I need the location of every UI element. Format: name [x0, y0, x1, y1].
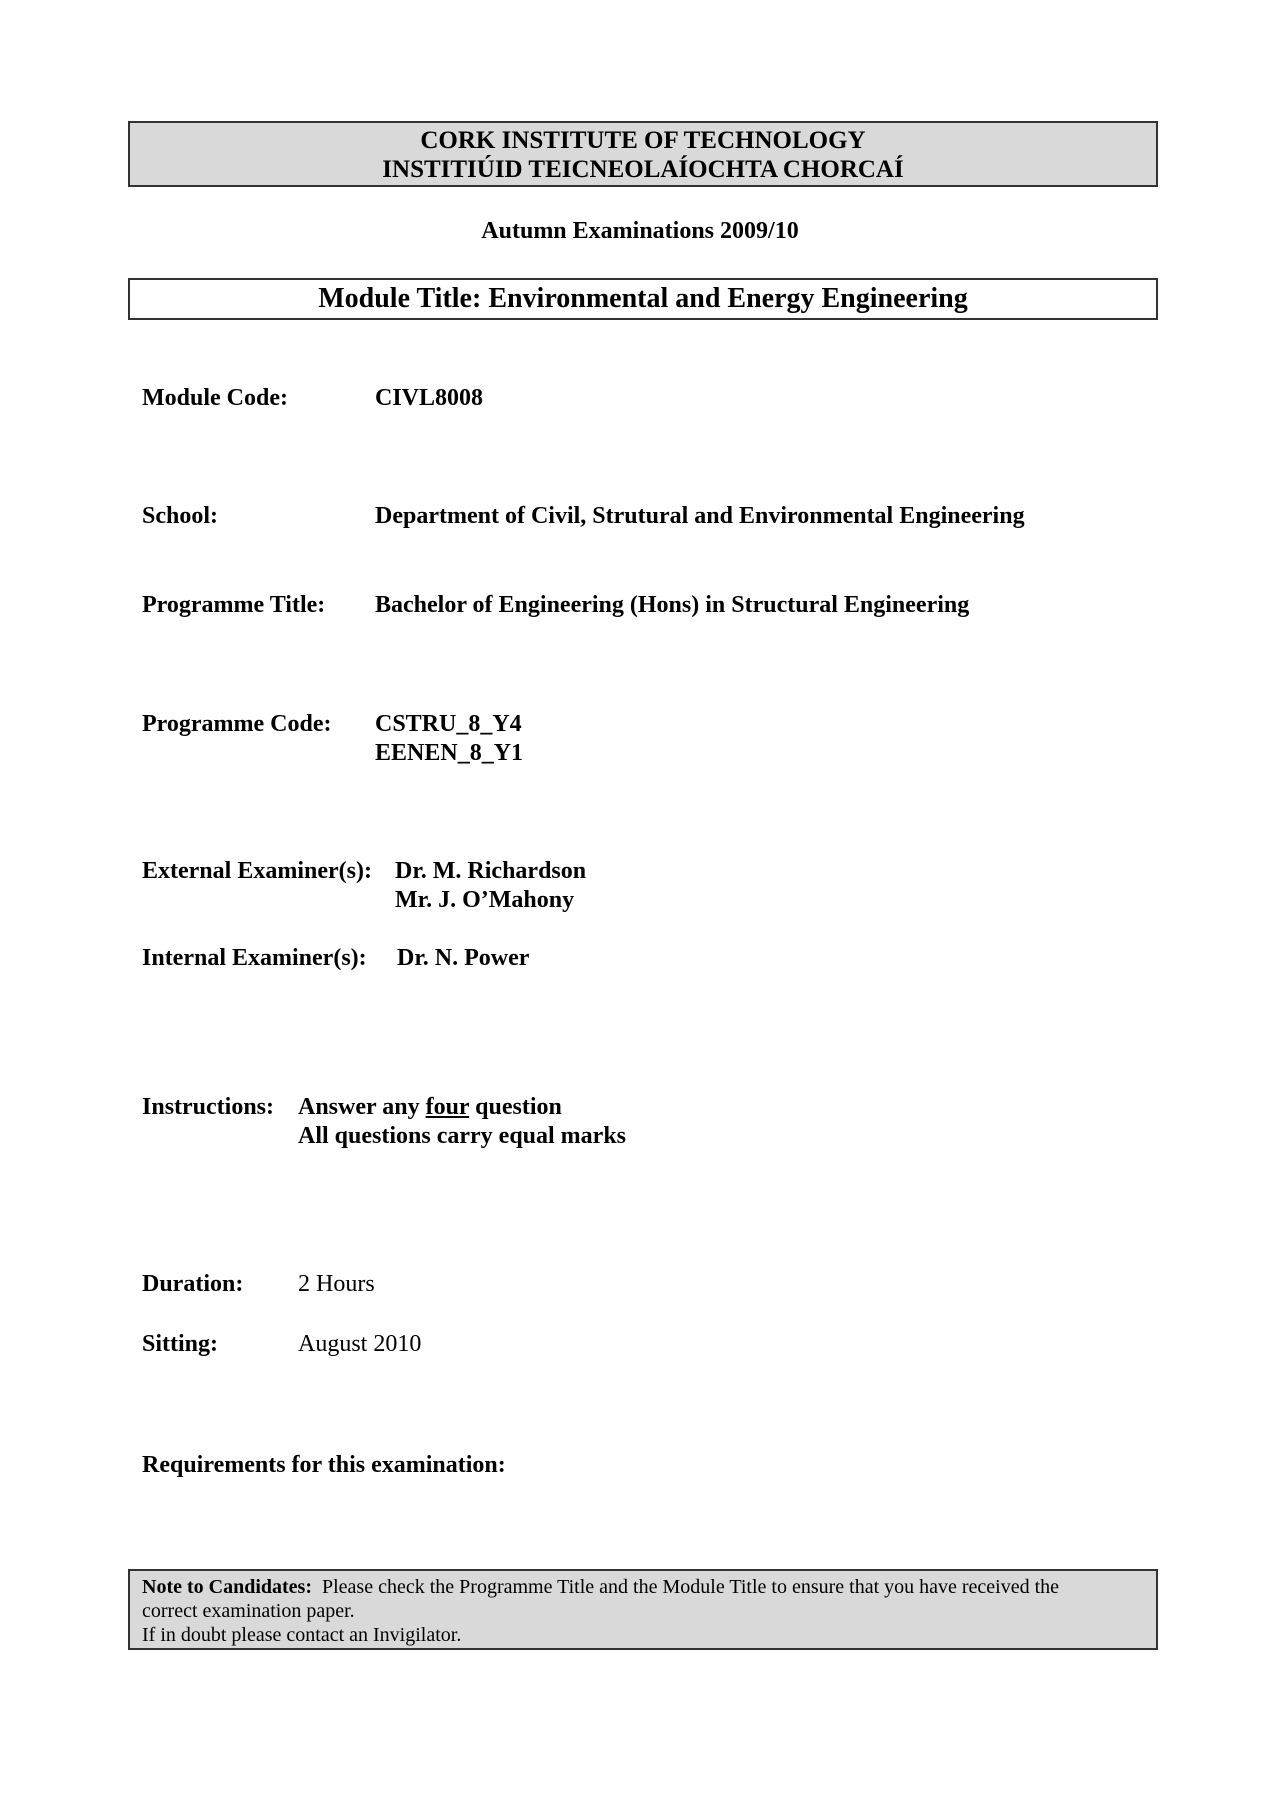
instructions-row	[142, 1093, 627, 1149]
programme-code-row	[142, 710, 524, 766]
internal-examiners-label: Internal Examiner(s):	[142, 945, 367, 971]
programme-title-row	[142, 591, 970, 620]
school-row	[142, 502, 1025, 531]
instructions-line-1-prefix: Answer any	[298, 1094, 426, 1120]
note-to-candidates	[128, 1569, 1158, 1650]
note-text-2: correct examination paper.	[142, 1600, 355, 1622]
sitting-label: Sitting:	[142, 1331, 219, 1357]
module-title: Module Title: Environmental and Energy Engineering	[128, 278, 1158, 320]
school-label: School:	[142, 503, 219, 529]
exam-session: Autumn Examinations 2009/10	[481, 218, 799, 244]
institution-name-irish: INSTITIÚID TEICNEOLAÍOCHTA CHORCAÍ	[382, 156, 904, 183]
duration-row	[142, 1270, 375, 1299]
institution-header	[128, 121, 1158, 187]
school-value: Department of Civil, Strutural and Environmental Engineering	[375, 503, 1025, 529]
duration-label: Duration:	[142, 1271, 244, 1297]
programme-title-value: Bachelor of Engineering (Hons) in Structural Engineering	[375, 592, 970, 618]
internal-examiner-1: Dr. N. Power	[397, 945, 530, 971]
instructions-emphasis: four	[425, 1094, 470, 1120]
programme-title-label: Programme Title:	[142, 592, 326, 618]
programme-code-label: Programme Code:	[142, 711, 332, 737]
requirements-label: Requirements for this examination:	[142, 1452, 506, 1478]
programme-code-value-2: EENEN_8_Y1	[375, 740, 524, 766]
module-code-label: Module Code:	[142, 385, 288, 411]
note-label: Note to Candidates:	[142, 1576, 312, 1598]
external-examiners-row	[142, 857, 587, 913]
institution-name-english: CORK INSTITUTE OF TECHNOLOGY	[420, 127, 866, 154]
external-examiner-1: Dr. M. Richardson	[395, 858, 587, 884]
requirements-row	[142, 1451, 506, 1480]
internal-examiners-row	[142, 944, 530, 973]
instructions-line-1	[298, 1093, 562, 1122]
note-text-1: Please check the Programme Title and the Module Title to ensure that you have received the	[322, 1576, 1060, 1598]
module-code-row	[142, 384, 484, 413]
instructions-line-2: All questions carry equal marks	[298, 1123, 627, 1149]
programme-code-value-1: CSTRU_8_Y4	[375, 711, 522, 737]
module-code-value: CIVL8008	[375, 385, 484, 411]
external-examiner-2: Mr. J. O’Mahony	[395, 887, 575, 913]
instructions-line-1-suffix: question	[469, 1094, 562, 1120]
note-text-3: If in doubt please contact an Invigilator.	[142, 1624, 462, 1646]
sitting-row	[142, 1330, 422, 1359]
note-line-1	[142, 1575, 1144, 1599]
external-examiners-label: External Examiner(s):	[142, 858, 372, 884]
instructions-label: Instructions:	[142, 1094, 275, 1120]
sitting-value: August 2010	[298, 1331, 422, 1357]
duration-value: 2 Hours	[298, 1271, 375, 1297]
